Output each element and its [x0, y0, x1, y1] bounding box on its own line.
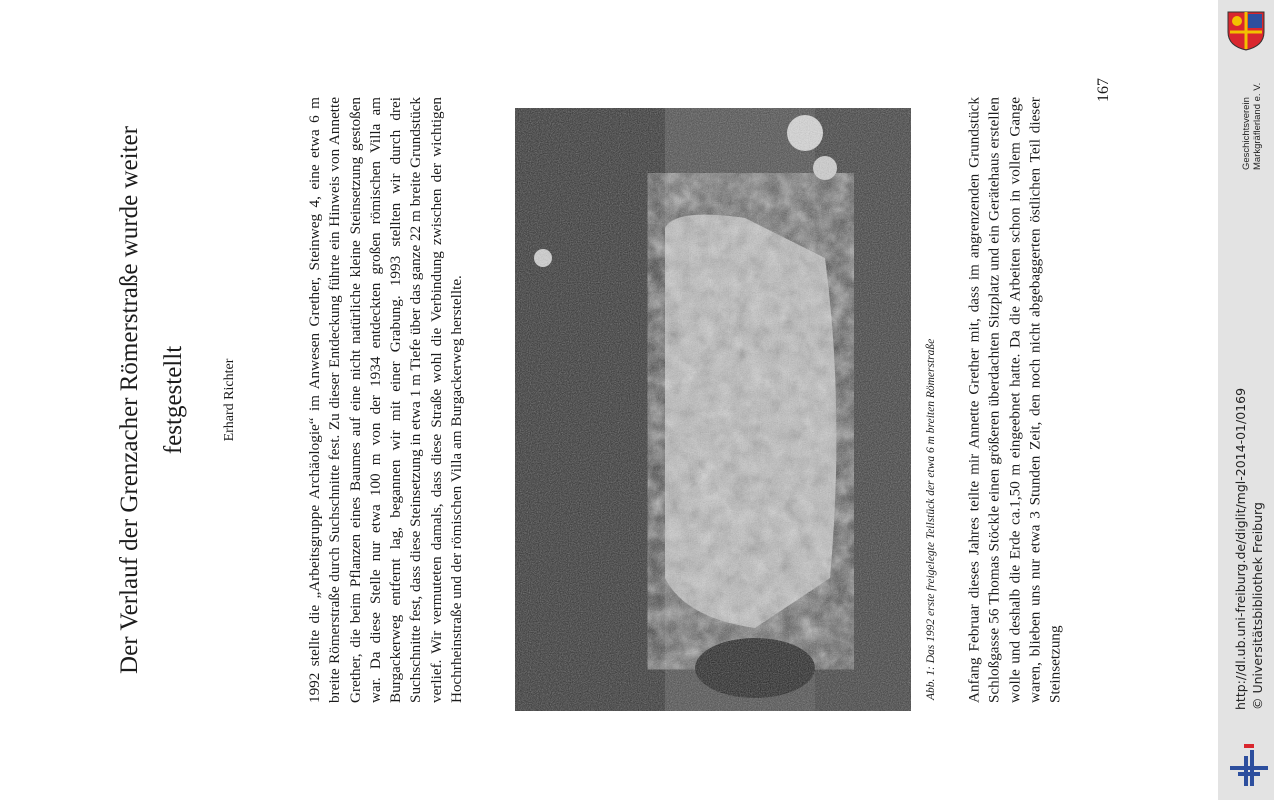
permalink-url[interactable]: http://dl.ub.uni-freiburg.de/diglit/mgl-2014-01/0169	[1233, 387, 1248, 710]
coat-of-arms-icon	[1224, 8, 1268, 52]
paragraph-2: Anfang Februar dieses Jahres teilte mir Annette Grether mit, dass im angrenzenden Grundstück Schloßgasse 56 Thomas Stöckle einen größeren überdachten Sitzplatz und ein Gerätehaus erstellen wolle und deshalb die Erde ca.1,50 m eingeebnet hatte. Da die Arbeiten schon in vollem Gange waren, blieben uns nur etwa 3 Stunden Zeit, den noch nicht abgebaggerten östlichen Teil dieser Steinsetzung	[965, 97, 1064, 703]
society-line1: Geschichtsverein	[1241, 97, 1252, 170]
article-author: Erhard Richter	[222, 358, 237, 442]
article-title	[108, 80, 196, 720]
ub-freiburg-logo-icon	[1228, 742, 1270, 790]
article-title-line1: Der Verlauf der Grenzacher Römerstraße wurde weiter	[116, 126, 143, 674]
photo-caption: Abb. 1: Das 1992 erste freigelegte Teilstück der etwa 6 m breiten Römerstraße	[925, 338, 937, 700]
page-number: 167	[1095, 78, 1112, 102]
paragraph-1: 1992 stellte die „Arbeitsgruppe Archäologie“ im Anwesen Grether, Steinweg 4, eine etwa 6 m breite Römerstraße durch Suchschnitte fest. Zu dieser Entdeckung führte ein Hinweis von Annette Grether, die beim Pflanzen eines Baumes auf eine nicht natürliche kleine Steinsetzung gestoßen war. Da diese Stelle nur etwa 100 m von der 1934 entdeckten großen römischen Villa am Burgackerweg entfernt lag, begannen wir mit einer Grabung. 1993 stellten wir durch drei Suchschnitte fest, dass diese Steinsetzung in etwa 1 m Tiefe über das ganze 22 m breite Grundstück verlief. Wir vermuteten damals, dass diese Straße wohl die Verbindung zwischen der wichtigen Hochrheinstraße und der römischen Villa am Burgackerweg herstellte.	[305, 97, 465, 703]
copyright-text: © Universitätsbibliothek Freiburg	[1250, 502, 1265, 710]
permalink-block	[1232, 110, 1266, 710]
article-title-line2: festgestellt	[160, 345, 187, 455]
excavation-photo	[515, 108, 911, 711]
society-line2: Markgräflerland e. V.	[1252, 82, 1263, 170]
